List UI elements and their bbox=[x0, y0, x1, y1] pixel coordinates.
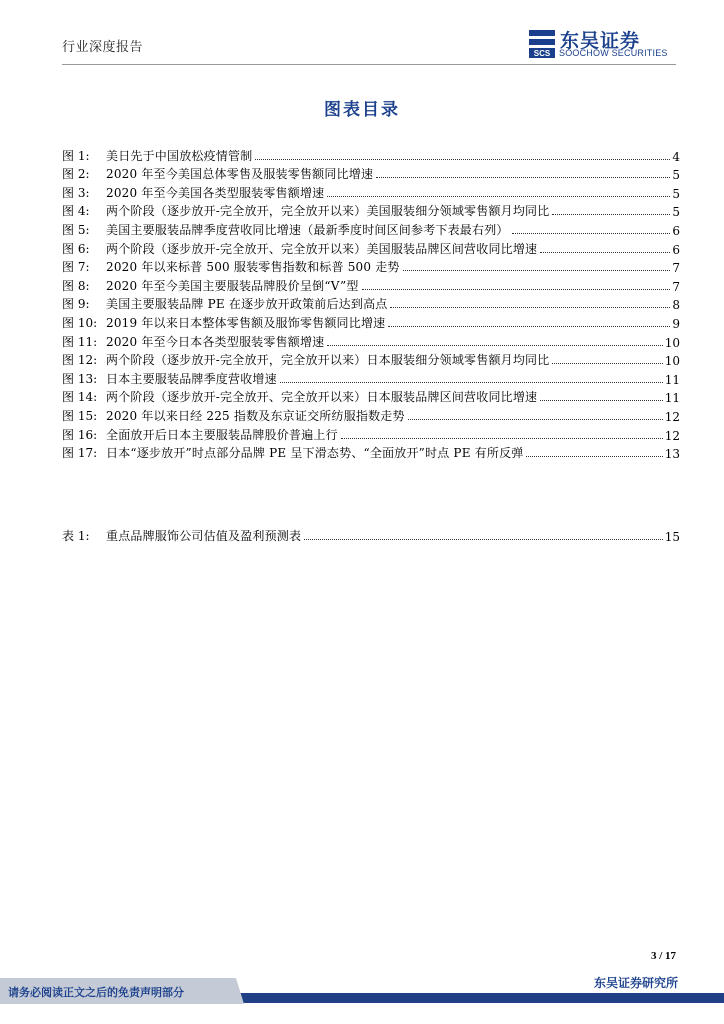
toc-entry-title[interactable]: 2020 年至今美国总体零售及服装零售额同比增速 bbox=[106, 167, 374, 182]
toc-entry-title[interactable]: 全面放开后日本主要服装品牌股价普遍上行 bbox=[106, 427, 338, 442]
toc-entry-number: 图 14: bbox=[62, 390, 98, 405]
report-type-label: 行业深度报告 bbox=[62, 40, 144, 55]
page-title: 图表目录 bbox=[324, 100, 400, 120]
toc-dot-leader bbox=[376, 177, 670, 178]
toc-entry-title[interactable]: 2020 年以来标普 500 服装零售指数和标普 500 走势 bbox=[106, 260, 400, 275]
toc-entry-number: 表 1: bbox=[62, 528, 90, 543]
toc-entry-page[interactable]: 11 bbox=[664, 372, 680, 387]
toc-entry[interactable] bbox=[62, 257, 680, 276]
toc-dot-leader bbox=[552, 363, 662, 364]
toc-entry-title[interactable]: 日本主要服装品牌季度营收增速 bbox=[106, 371, 277, 386]
toc-entry[interactable] bbox=[62, 238, 680, 257]
toc-entry-title[interactable]: 日本“逐步放开”时点部分品牌 PE 呈下滑态势、“全面放开”时点 PE 有所反弹 bbox=[106, 446, 524, 461]
toc-entry-number: 图 5: bbox=[62, 222, 90, 237]
toc-entry-title[interactable]: 2020 年至今美国主要服装品牌股价呈倒“V”型 bbox=[106, 278, 359, 293]
toc-entry-title[interactable]: 两个阶段（逐步放开-完全放开、完全放开以来）美国服装品牌区间营收同比增速 bbox=[106, 241, 538, 256]
toc-dot-leader bbox=[388, 326, 670, 327]
toc-entry[interactable] bbox=[62, 405, 680, 424]
toc-entry-title[interactable]: 2020 年以来日经 225 指数及东京证交所纺服指数走势 bbox=[106, 408, 405, 423]
toc-entry-page[interactable]: 8 bbox=[672, 298, 680, 313]
toc-entry[interactable] bbox=[62, 182, 680, 201]
toc-entry-page[interactable]: 7 bbox=[672, 261, 680, 276]
toc-entry[interactable] bbox=[62, 387, 680, 406]
toc-entry-number: 图 7: bbox=[62, 260, 90, 275]
toc-entry-page[interactable]: 6 bbox=[672, 223, 680, 238]
toc-entry-page[interactable]: 9 bbox=[672, 316, 680, 331]
toc-dot-leader bbox=[512, 233, 671, 234]
toc-dot-leader bbox=[526, 456, 662, 457]
toc-entry[interactable] bbox=[62, 275, 680, 294]
logo-mark-icon bbox=[527, 28, 557, 60]
toc-dot-leader bbox=[304, 539, 663, 540]
toc-entry-number: 图 3: bbox=[62, 185, 90, 200]
toc-dot-leader bbox=[540, 400, 662, 401]
toc-entry-page[interactable]: 15 bbox=[664, 529, 680, 544]
toc-dot-leader bbox=[390, 307, 670, 308]
toc-entry-number: 图 4: bbox=[62, 204, 90, 219]
toc-entry-title[interactable]: 2020 年至今美国各类型服装零售额增速 bbox=[106, 185, 325, 200]
toc-entry-title[interactable]: 两个阶段（逐步放开-完全放开，完全放开以来）美国服装细分领域零售额月均同比 bbox=[106, 204, 550, 219]
logo-english-name: SOOCHOW SECURITIES bbox=[559, 48, 668, 58]
toc-entry-page[interactable]: 5 bbox=[672, 205, 680, 220]
toc-entry[interactable] bbox=[62, 368, 680, 387]
toc-entry-number: 图 17: bbox=[62, 446, 98, 461]
toc-dot-leader bbox=[540, 252, 670, 253]
toc-entry-number: 图 10: bbox=[62, 315, 98, 330]
toc-entry-title[interactable]: 美国主要服装品牌季度营收同比增速（最新季度时间区间参考下表最右列） bbox=[106, 222, 509, 237]
toc-entry[interactable] bbox=[62, 525, 680, 544]
toc-entry[interactable] bbox=[62, 164, 680, 183]
toc-entry-page[interactable]: 6 bbox=[672, 242, 680, 257]
toc-entry-number: 图 8: bbox=[62, 278, 90, 293]
toc-entry-title[interactable]: 两个阶段（逐步放开-完全放开、完全放开以来）日本服装品牌区间营收同比增速 bbox=[106, 390, 538, 405]
toc-entry-page[interactable]: 7 bbox=[672, 279, 680, 294]
toc-dot-leader bbox=[327, 196, 670, 197]
toc-entry-number: 图 6: bbox=[62, 241, 90, 256]
toc-entry[interactable] bbox=[62, 219, 680, 238]
toc-dot-leader bbox=[403, 270, 671, 271]
toc-entry[interactable] bbox=[62, 201, 680, 220]
footer-disclaimer: 请务必阅读正文之后的免责声明部分 bbox=[8, 986, 184, 999]
toc-dot-leader bbox=[327, 345, 662, 346]
logo-mark-text: SCS bbox=[533, 49, 551, 58]
toc-entry-number: 图 12: bbox=[62, 353, 98, 368]
company-logo bbox=[527, 26, 677, 62]
toc-entry-page[interactable]: 4 bbox=[672, 149, 680, 164]
toc-entry-page[interactable]: 5 bbox=[672, 186, 680, 201]
toc-entry[interactable] bbox=[62, 312, 680, 331]
toc-entry-page[interactable]: 11 bbox=[664, 391, 680, 406]
toc-entry[interactable] bbox=[62, 424, 680, 443]
toc-entry-number: 图 13: bbox=[62, 371, 98, 386]
toc-entry-page[interactable]: 10 bbox=[664, 354, 680, 369]
toc-entry-page[interactable]: 5 bbox=[672, 168, 680, 183]
toc-entry-title[interactable]: 两个阶段（逐步放开-完全放开，完全放开以来）日本服装细分领域零售额月均同比 bbox=[106, 353, 550, 368]
toc-entry-page[interactable]: 12 bbox=[664, 409, 680, 424]
toc-entry[interactable] bbox=[62, 350, 680, 369]
toc-entry[interactable] bbox=[62, 443, 680, 462]
toc-entry-number: 图 1: bbox=[62, 148, 90, 163]
header-divider bbox=[62, 64, 676, 65]
toc-entry-number: 图 15: bbox=[62, 408, 98, 423]
page-number: 3 / 17 bbox=[650, 950, 676, 962]
toc-entry-title[interactable]: 美日先于中国放松疫情管制 bbox=[106, 148, 253, 163]
figure-toc bbox=[62, 145, 680, 461]
toc-entry-title[interactable]: 美国主要服装品牌 PE 在逐步放开政策前后达到高点 bbox=[106, 297, 388, 312]
toc-dot-leader bbox=[341, 438, 663, 439]
toc-entry-number: 图 2: bbox=[62, 167, 90, 182]
toc-entry-title[interactable]: 重点品牌服饰公司估值及盈利预测表 bbox=[106, 528, 302, 543]
toc-entry-title[interactable]: 2019 年以来日本整体零售额及服饰零售额同比增速 bbox=[106, 315, 386, 330]
toc-dot-leader bbox=[362, 289, 671, 290]
toc-entry-page[interactable]: 13 bbox=[664, 447, 680, 462]
toc-dot-leader bbox=[255, 159, 670, 160]
toc-entry[interactable] bbox=[62, 145, 680, 164]
toc-entry-title[interactable]: 2020 年至今日本各类型服装零售额增速 bbox=[106, 334, 325, 349]
toc-entry-number: 图 9: bbox=[62, 297, 90, 312]
toc-dot-leader bbox=[552, 214, 670, 215]
toc-entry-number: 图 11: bbox=[62, 334, 98, 349]
logo-chinese-name: 东吴证券 bbox=[560, 30, 641, 52]
footer-company: 东吴证券研究所 bbox=[593, 976, 678, 990]
toc-entry[interactable] bbox=[62, 331, 680, 350]
toc-entry-page[interactable]: 10 bbox=[664, 335, 680, 350]
toc-dot-leader bbox=[408, 419, 663, 420]
toc-entry-page[interactable]: 12 bbox=[664, 428, 680, 443]
toc-dot-leader bbox=[280, 382, 663, 383]
table-toc bbox=[62, 525, 680, 544]
toc-entry-number: 图 16: bbox=[62, 427, 98, 442]
toc-entry[interactable] bbox=[62, 294, 680, 313]
